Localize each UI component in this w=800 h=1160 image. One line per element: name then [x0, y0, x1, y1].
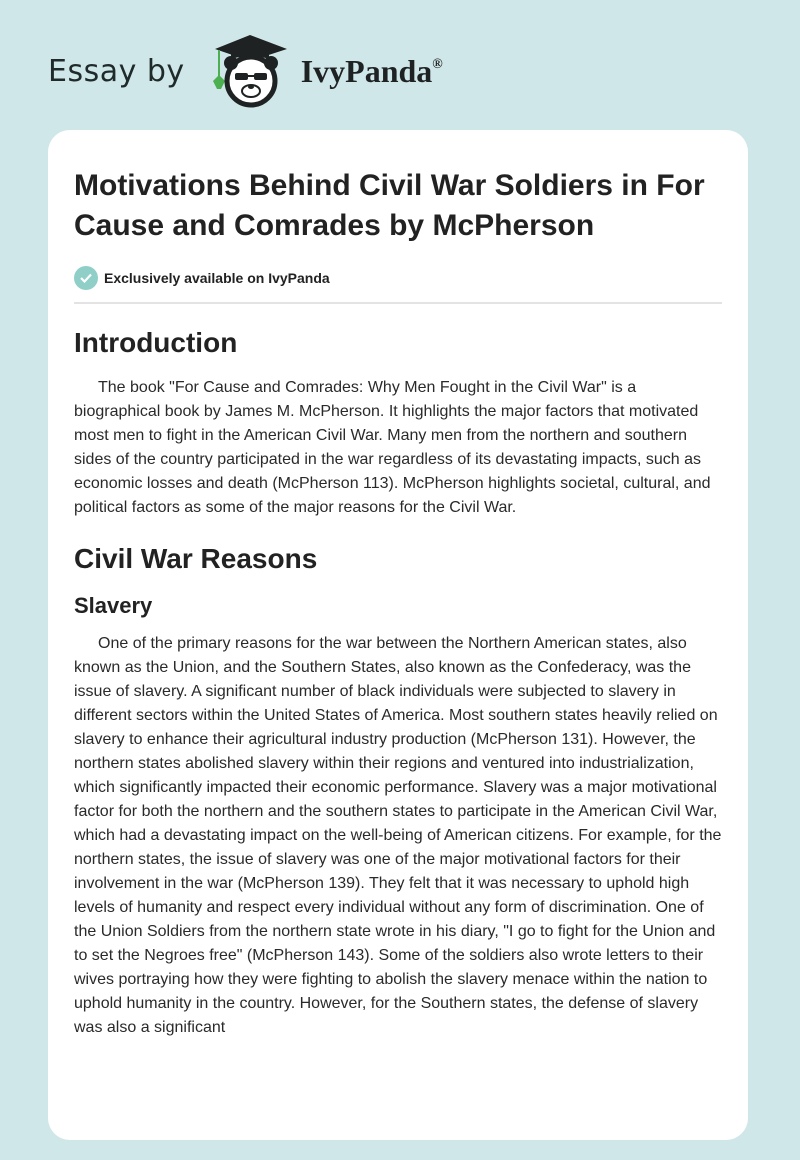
paragraph: One of the primary reasons for the war between the Northern American states, also known as the Union, and the Southern States, also known as the Confederacy, was the issue of slavery. A significant number of black individuals were subjected to slavery in different sectors within the United States of America. Most southern states heavily relied on slavery to enhance their agricultural industry production (McPherson 131). However, the northern states abolished slavery within their regions and ventured into industrialization, which significantly impacted their economic performance. Slavery was a major motivational factor for both the northern and the southern states to participate in the American Civil War, which had a devastating impact on the well-being of American citizens. For example, for the northern states, the issue of slavery was one of the major motivational factors for their involvement in the war (McPherson 139). They felt that it was necessary to uphold high levels of humanity and respect every individual without any form of discrimination. One of the Union Soldiers from the northern state wrote in his diary, "I go to fight for the Union and to set the Negroes free" (McPherson 143). Some of the soldiers also wrote letters to their wives portraying how they were fighting to abolish the slavery menace within the nation to uphold humanity in the country. However, for the Southern states, the defense of slavery was also a significant [74, 635, 722, 1036]
subsection-heading: Slavery [74, 593, 153, 618]
exclusive-badge [74, 266, 722, 290]
divider [74, 302, 722, 304]
essay-by-label: Essay by [48, 53, 185, 89]
check-icon [74, 266, 98, 290]
section-heading: Civil War Reasons [74, 543, 318, 574]
essay-title: Motivations Behind Civil War Soldiers in For Cause and Comrades by McPherson [74, 169, 705, 242]
paragraph: The book "For Cause and Comrades: Why Men Fought in the Civil War" is a biographical book by James M. McPherson. It highlights the major factors that motivated most men to fight in the American Civil War. Many men from the northern and southern sides of the country participated in the war regardless of its devastating impacts, such as economic losses and death (McPherson 113). McPherson highlights societal, cultural, and political factors as some of the major reasons for the Civil War. [74, 379, 711, 516]
badge-label: Exclusively available on IvyPanda [104, 270, 330, 286]
essay-card [48, 130, 748, 1140]
site-header [48, 36, 443, 106]
section-heading: Introduction [74, 327, 238, 358]
panda-logo-icon[interactable] [205, 31, 295, 111]
brand-name[interactable]: IvyPanda® [300, 52, 443, 89]
